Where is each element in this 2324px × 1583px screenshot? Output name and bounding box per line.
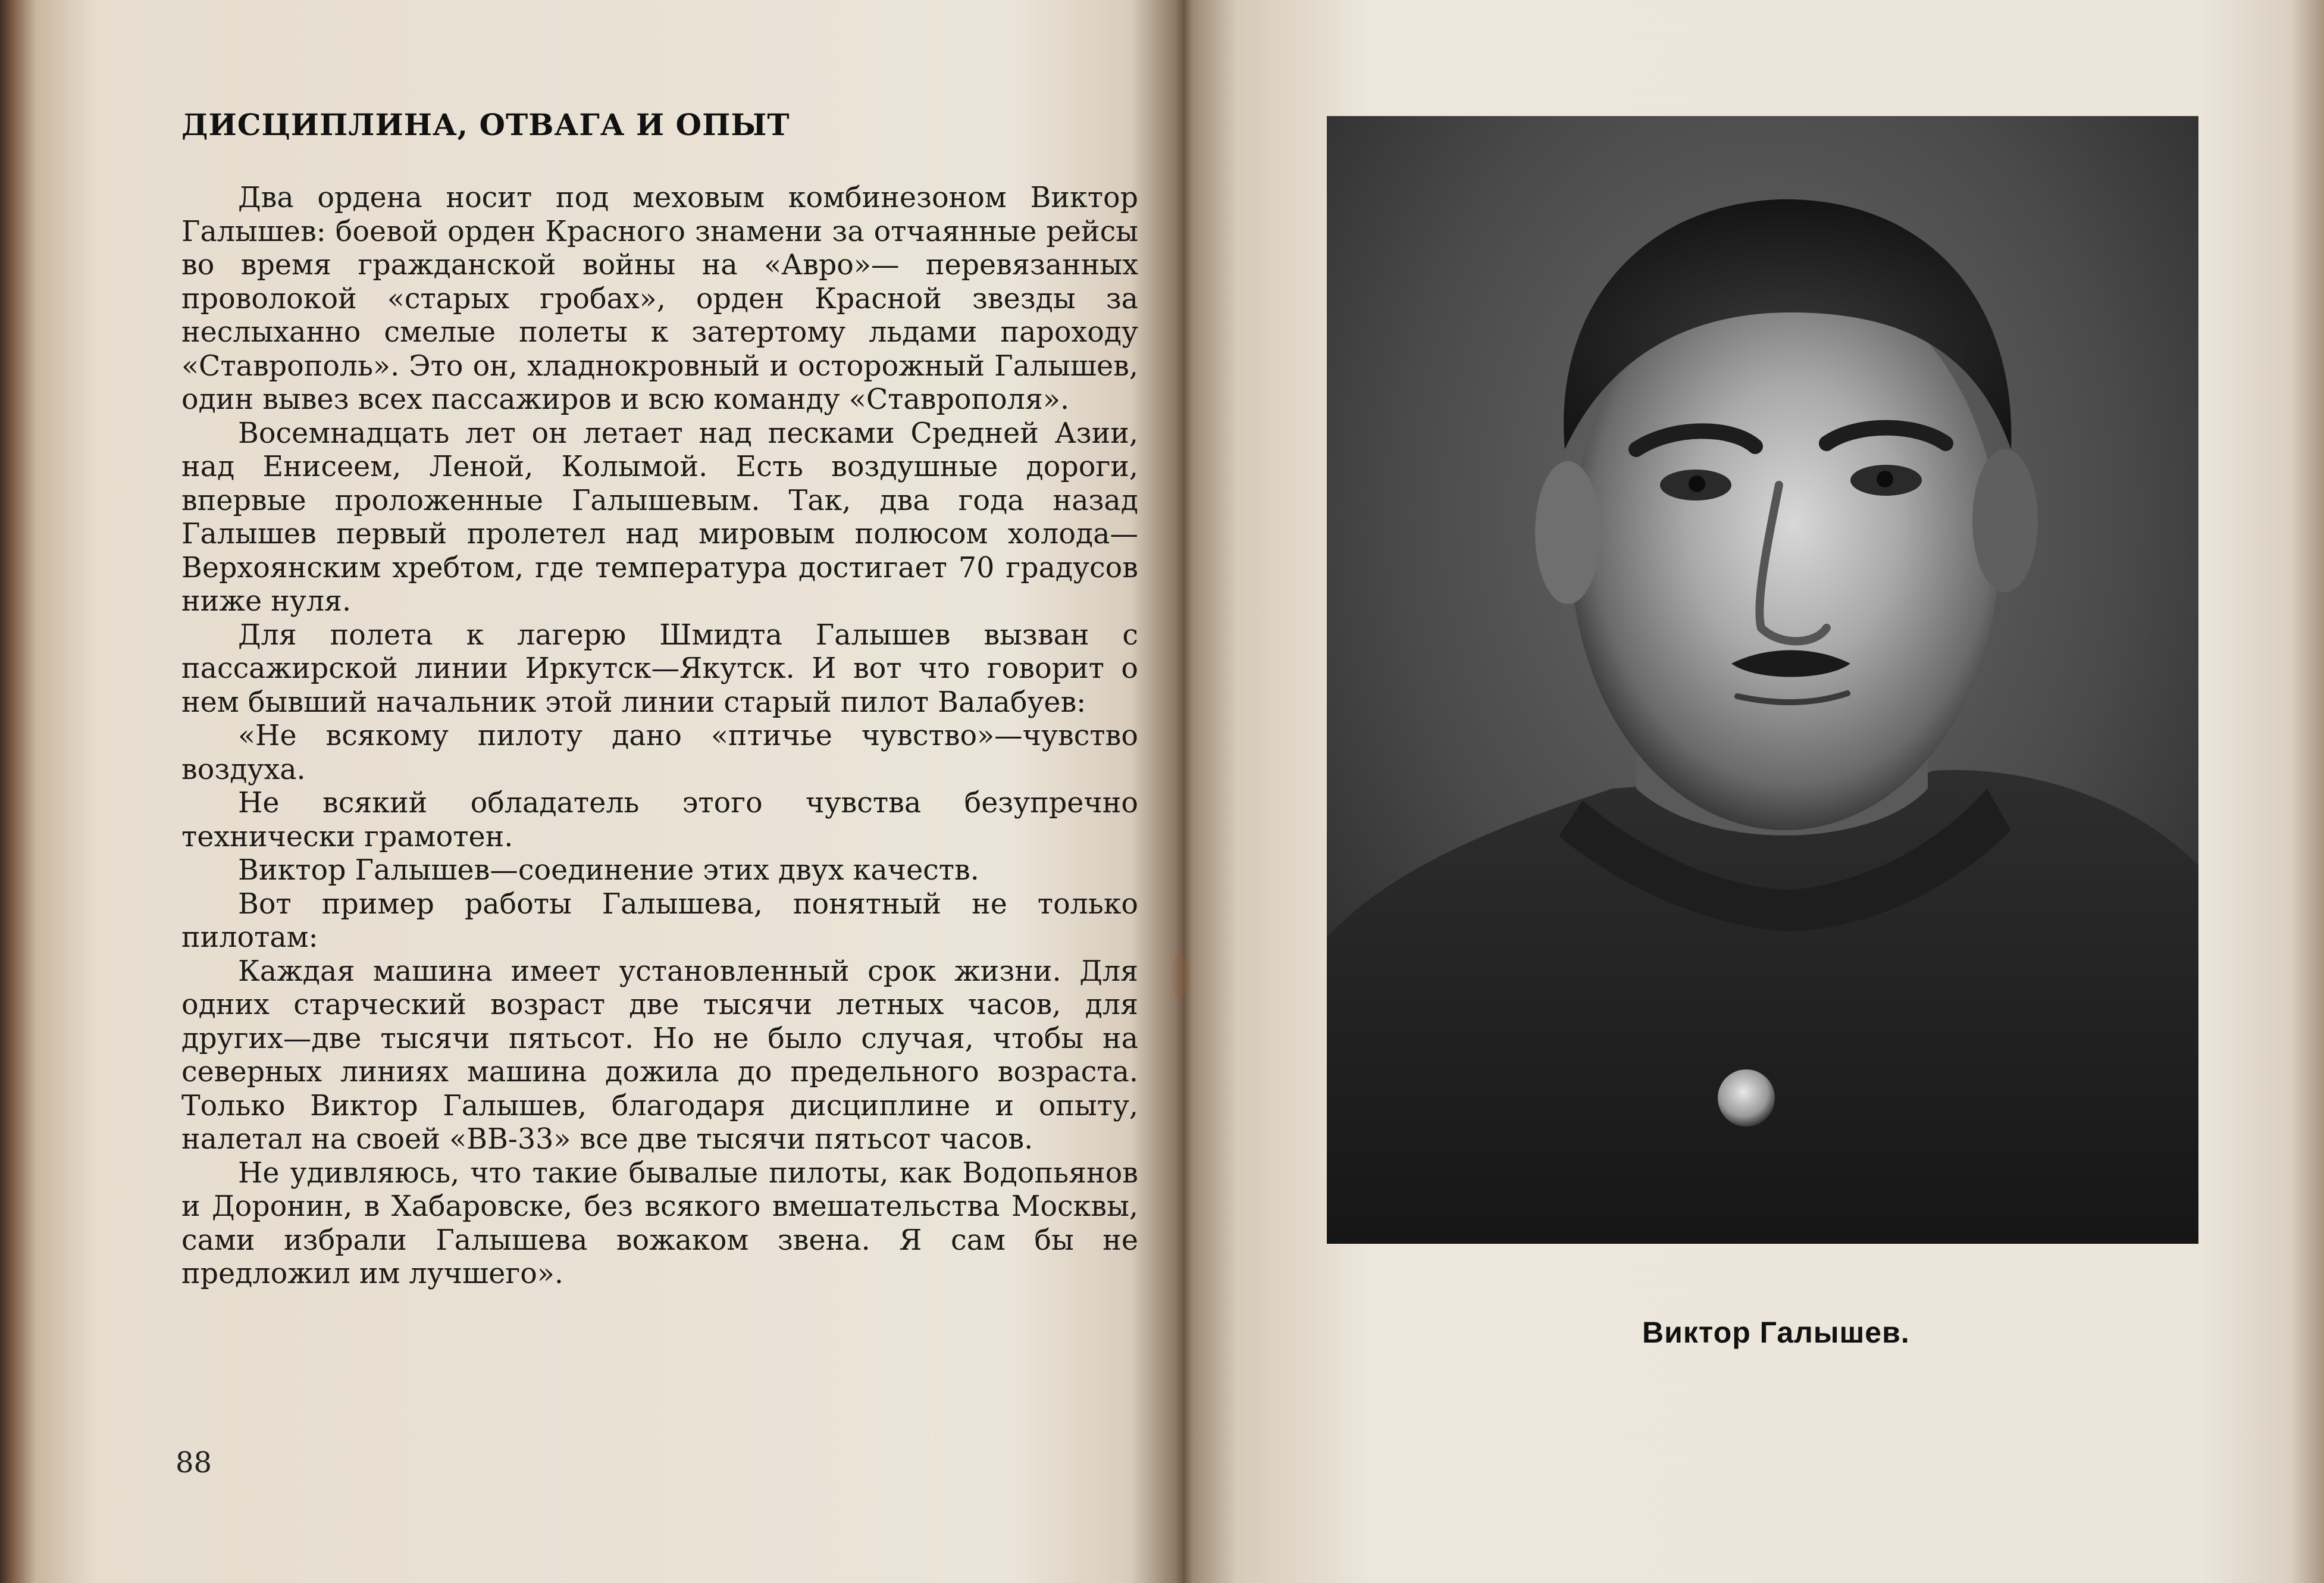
- left-page: [24, 0, 1172, 1583]
- paragraph: Для полета к лагерю Шмидта Галышев вызван с пассажирской линии Иркутск—Якутск. И вот что говорит о нем бывший начальник этой линии старый пилот Валабуев:: [181, 618, 1138, 719]
- page-number: 88: [176, 1446, 212, 1479]
- paragraph: Не всякий обладатель этого чувства безупречно технически грамотен.: [181, 787, 1138, 853]
- chapter-heading: ДИСЦИПЛИНА, ОТВАГА И ОПЫТ: [181, 107, 790, 142]
- portrait-image: [1327, 116, 2198, 1244]
- paragraph: Два ордена носит под меховым комбинезоном Виктор Галышев: боевой орден Красного знамени за отчаянные рейсы во время гражданской войны на «Авро»— перевязанных проволокой «старых гробах», орден Красной звезды за неслыханно смелые полеты к затертому льдами пароходу «Ставрополь». Это он, хладнокровный и осторожный Галышев, один вывез всех пассажиров и всю команду «Ставрополя».: [181, 182, 1138, 416]
- paragraph: Не удивляюсь, что такие бывалые пилоты, как Водопьянов и Доронин, в Хабаровске, без всякого вмешательства Москвы, сами избрали Галышева вожаком звена. Я сам бы не предложил им лучшего».: [181, 1156, 1138, 1290]
- paragraph: «Не всякому пилоту дано «птичье чувство»—чувство воздуха.: [181, 719, 1138, 786]
- portrait-photo: [1327, 116, 2198, 1244]
- paragraph: Вот пример работы Галышева, понятный не только пилотам:: [181, 887, 1138, 954]
- right-page: [1190, 0, 2324, 1583]
- page-stain: [1172, 952, 1190, 1000]
- photo-caption: Виктор Галышев.: [1642, 1316, 1910, 1349]
- paragraph: Виктор Галышев—соединение этих двух качеств.: [238, 854, 979, 887]
- article-body: [181, 182, 1138, 1291]
- paragraph: Каждая машина имеет установленный срок жизни. Для одних старческий возраст две тысячи летных часов, для других—две тысячи пятьсот. Но не было случая, чтобы на северных линиях машина дожила до предельного возраста. Только Виктор Галышев, благодаря дисциплине и опыту, налетал на своей «ВВ-33» все две тысячи пятьсот часов.: [181, 955, 1138, 1156]
- paragraph: Восемнадцать лет он летает над песками Средней Азии, над Енисеем, Леной, Колымой. Есть воздушные дороги, впервые проложенные Галышевым. Так, два года назад Галышев первый пролетел над мировым полюсом холода—Верхоянским хребтом, где температура достигает 70 градусов ниже нуля.: [181, 417, 1138, 618]
